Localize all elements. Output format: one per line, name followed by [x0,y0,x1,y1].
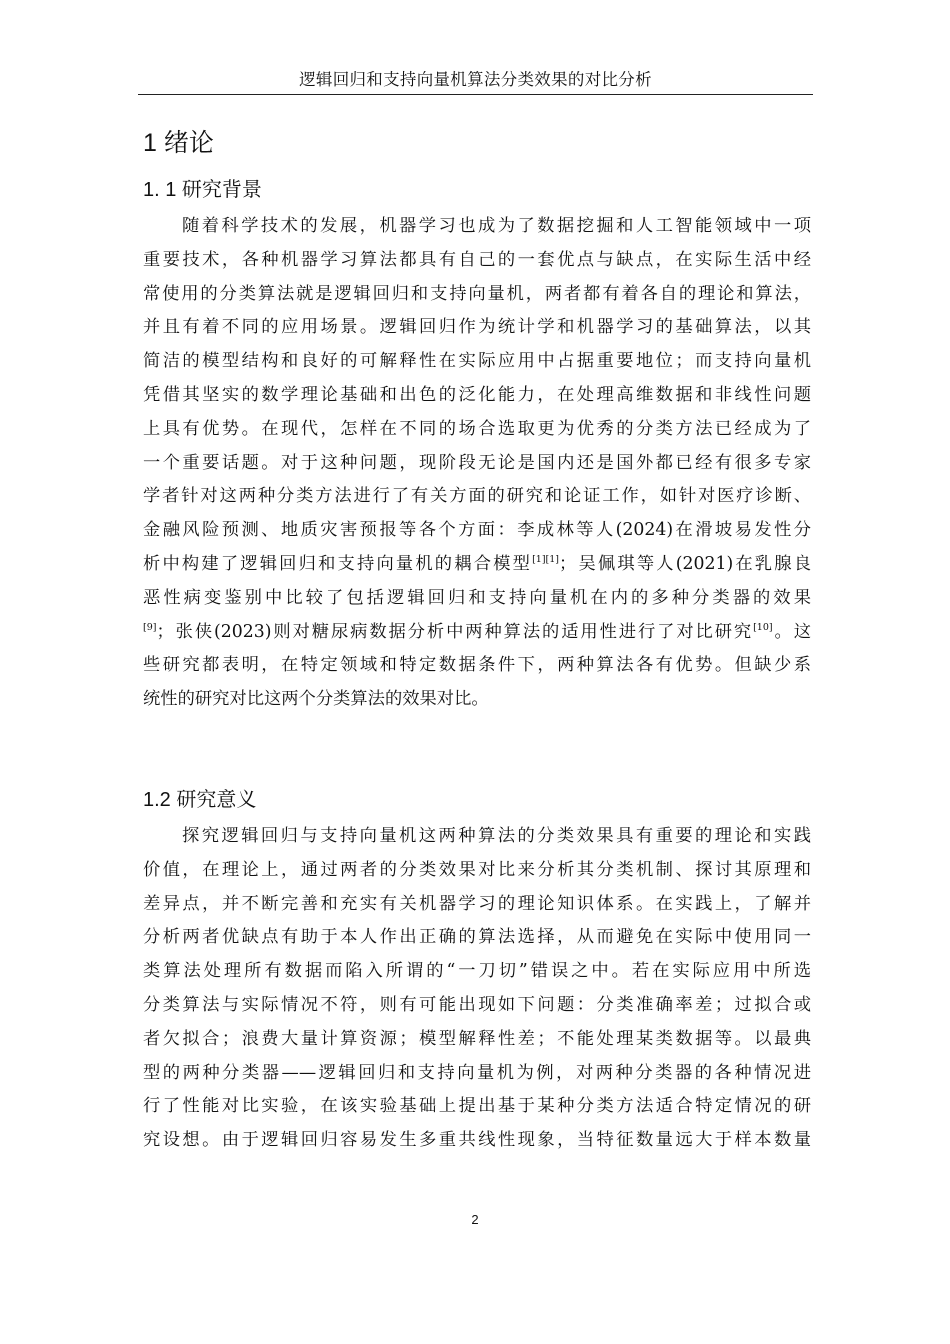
paragraph-line: 价值，在理论上，通过两者的分类效果对比来分析其分类机制、探讨其原理和 [143,859,811,880]
paragraph-line: 并且有着不同的应用场景。逻辑回归作为统计学和机器学习的基础算法，以其 [143,317,811,338]
paragraph-line: 随着科学技术的发展，机器学习也成为了数据挖掘和人工智能领域中一项 [182,216,811,236]
section-heading-background: 1. 1 研究背景 [143,179,262,201]
paragraph-line: 恶性病变鉴别中比较了包括逻辑回归和支持向量机在内的多种分类器的效果 [143,587,811,608]
line-text: ；吴佩琪等人(2021)在乳腺良 [559,553,811,574]
line-text: 析中构建了逻辑回归和支持向量机的耦合模型 [143,553,533,574]
line-text: 。这 [772,621,811,642]
paragraph-significance [143,820,811,1158]
chapter-heading: 1 绪论 [143,129,214,157]
citation-marker: [10] [753,621,773,633]
paragraph-line: 统性的研究对比这两个分类算法的效果对比。 [143,689,489,710]
paragraph-line: 究设想。由于逻辑回归容易发生多重共线性现象，当特征数量远大于样本数量 [143,1130,811,1151]
paragraph-line: 上具有优势。在现代，怎样在不同的场合选取更为优秀的分类方法已经成为了 [143,418,811,439]
line-text: ；张侠(2023)则对糖尿病数据分析中两种算法的适用性进行了对比研究 [156,621,754,642]
paragraph-line: 差异点，并不断完善和充实有关机器学习的理论知识体系。在实践上，了解并 [143,893,811,914]
paragraph-line: 行了性能对比实验，在该实验基础上提出基于某种分类方法适合特定情况的研 [143,1096,811,1117]
citation-marker: [9] [143,621,157,633]
paragraph-line: 简洁的模型结构和良好的可解释性在实际应用中占据重要地位；而支持向量机 [143,351,811,372]
section-heading-significance: 1.2 研究意义 [143,789,257,811]
paragraph-line: 金融风险预测、地质灾害预报等各个方面：李成林等人(2024)在滑坡易发性分 [143,520,811,541]
paragraph-line: 分类算法与实际情况不符，则有可能出现如下问题：分类准确率差；过拟合或 [143,994,811,1015]
running-header: 逻辑回归和支持向量机算法分类效果的对比分析 [138,66,813,95]
citation-marker: [1][1] [532,553,559,565]
paragraph-line: 型的两种分类器——逻辑回归和支持向量机为例，对两种分类器的各种情况进 [143,1062,811,1083]
paragraph-background [143,210,811,717]
paragraph-line: 分析两者优缺点有助于本人作出正确的算法选择，从而避免在实际中使用同一 [143,927,811,948]
paragraph-line: 常使用的分类算法就是逻辑回归和支持向量机，两者都有着各自的理论和算法， [143,283,811,304]
paragraph-line: 一个重要话题。对于这种问题，现阶段无论是国内还是国外都已经有很多专家 [143,452,811,473]
paragraph-line: 些研究都表明，在特定领域和特定数据条件下，两种算法各有优势。但缺少系 [143,655,811,676]
paragraph-line: 重要技术，各种机器学习算法都具有自己的一套优点与缺点，在实际生活中经 [143,249,811,270]
page-number: 2 [471,1212,479,1227]
paragraph-line: 学者针对这两种分类方法进行了有关方面的研究和论证工作，如针对医疗诊断、 [143,486,811,507]
paragraph-line [143,548,811,582]
paragraph-line: 探究逻辑回归与支持向量机这两种算法的分类效果具有重要的理论和实践 [182,826,811,846]
paragraph-line: 类算法处理所有数据而陷入所谓的“一刀切”错误之中。若在实际应用中所选 [143,961,811,982]
paragraph-line: 者欠拟合；浪费大量计算资源；模型解释性差；不能处理某类数据等。以最典 [143,1028,811,1049]
paragraph-line [143,616,811,650]
paragraph-line: 凭借其坚实的数学理论基础和出色的泛化能力，在处理高维数据和非线性问题 [143,384,811,405]
